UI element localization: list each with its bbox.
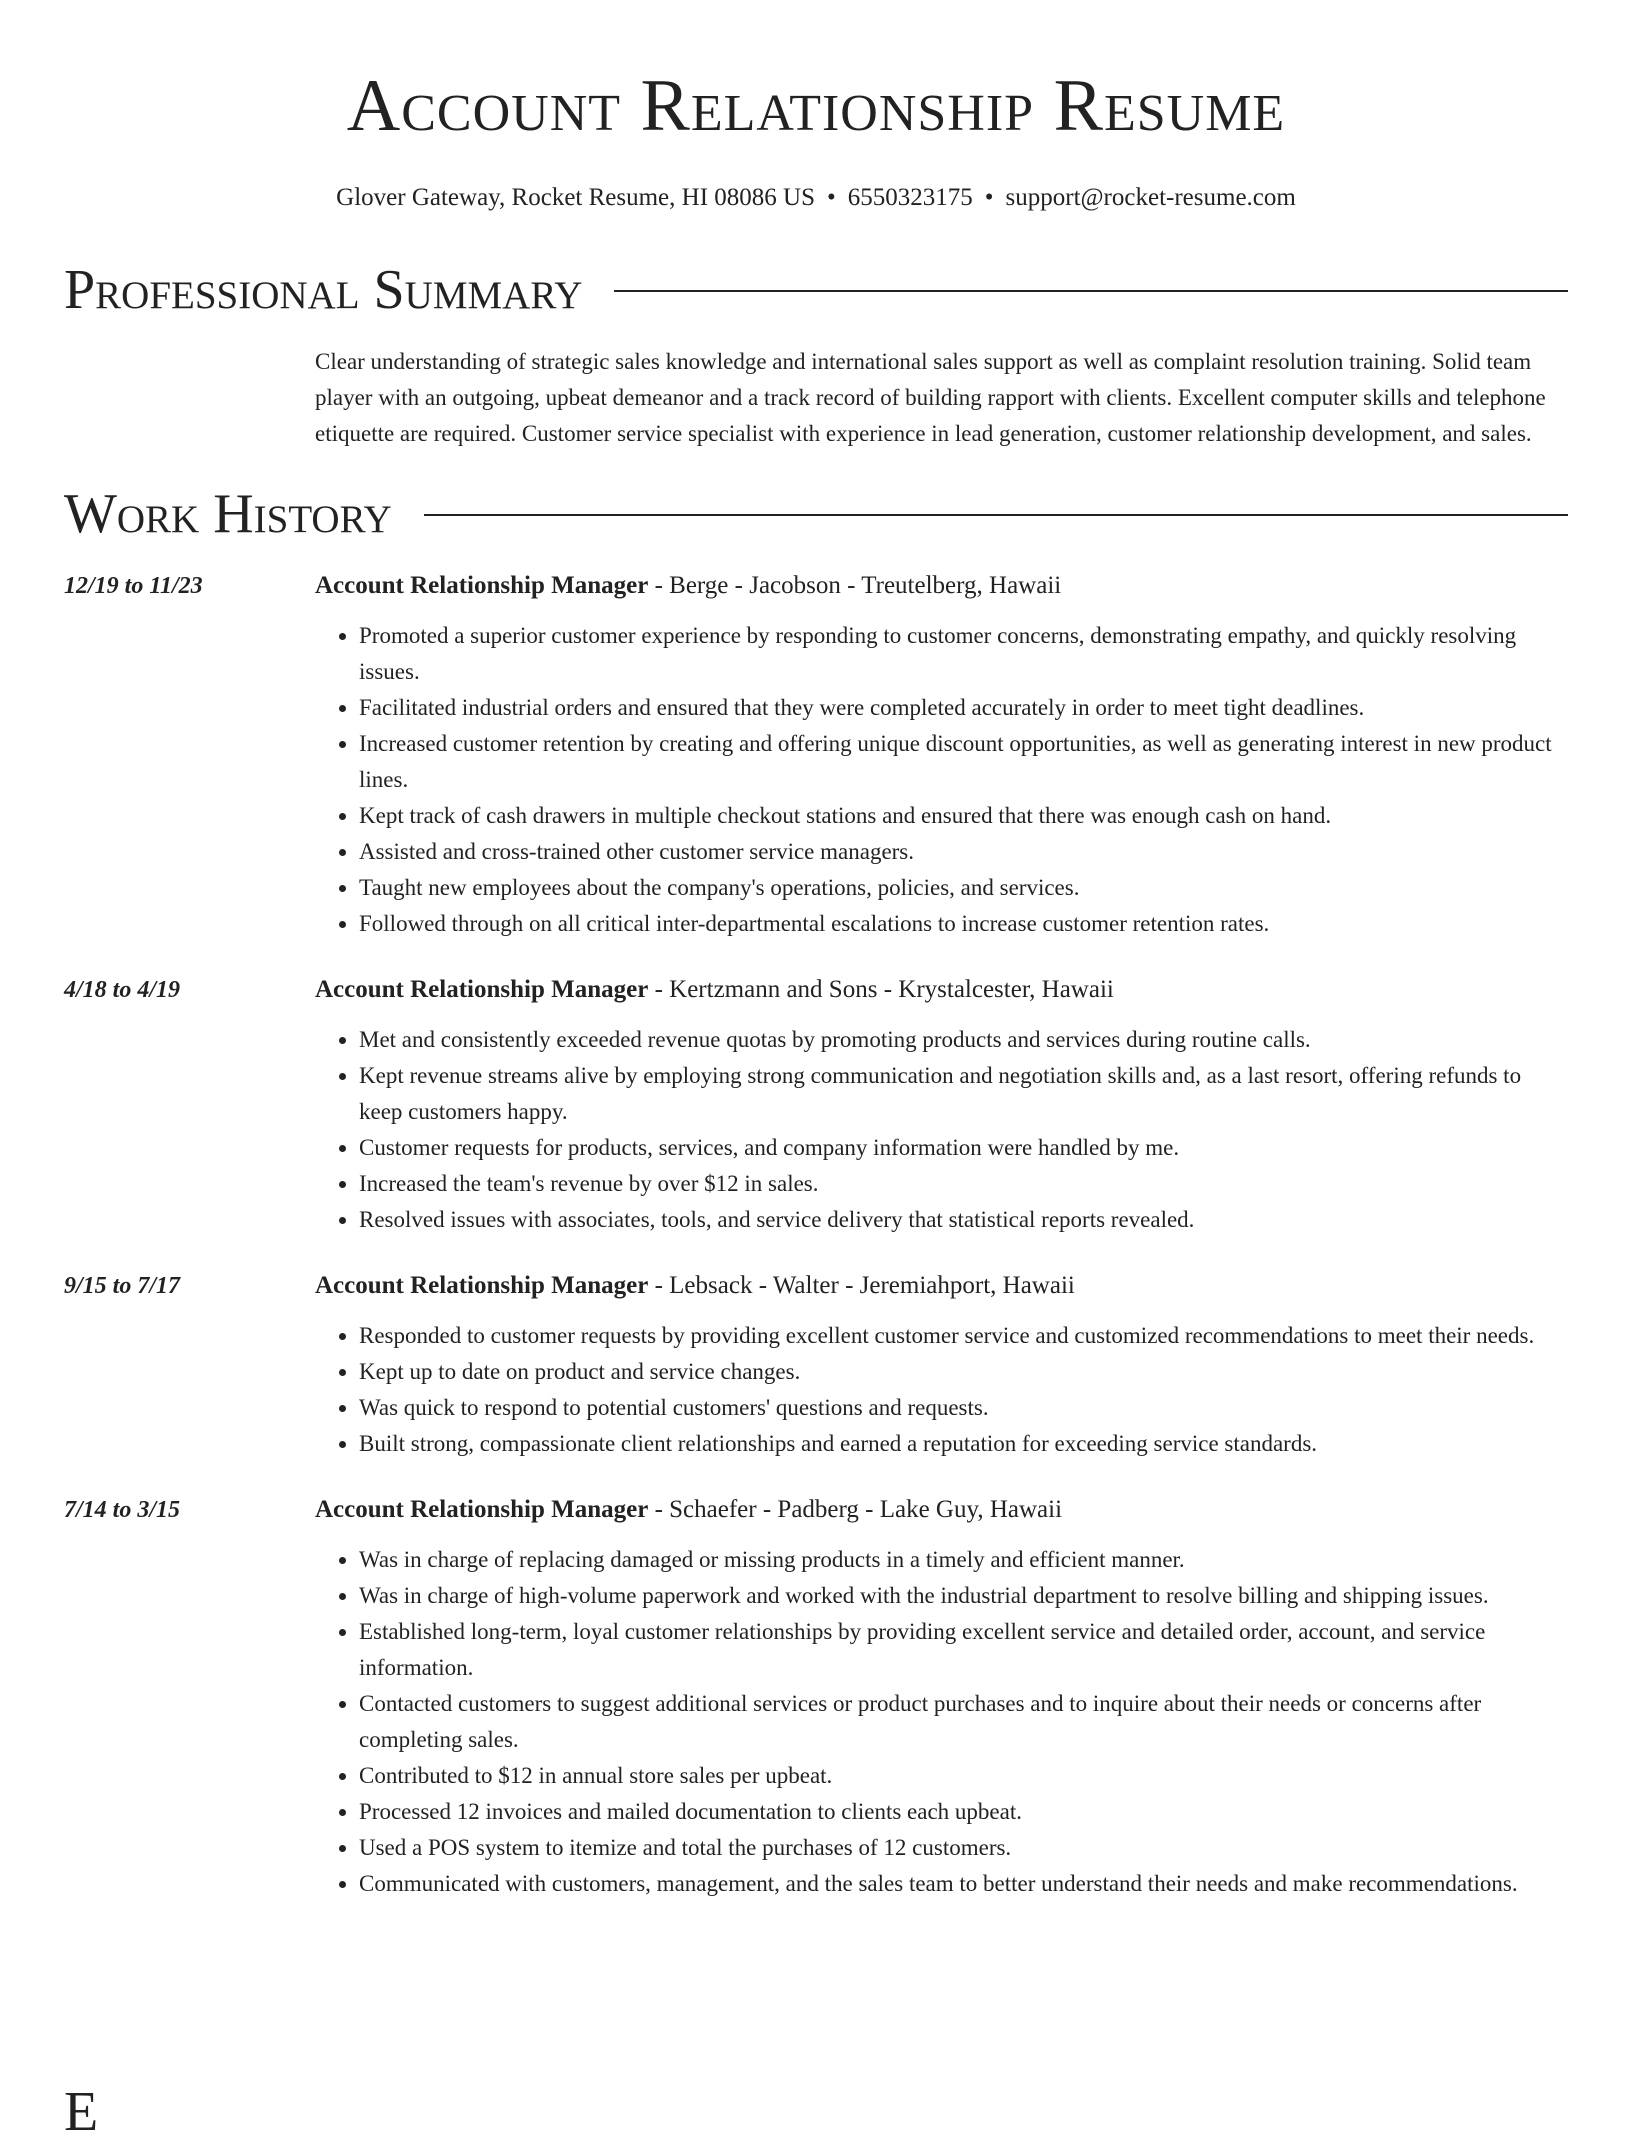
job-bullet: • Was in charge of replacing damaged or missing products in a timely and efficient manner. [359,1542,1568,1578]
job-bullet: • Used a POS system to itemize and total the purchases of 12 customers. [359,1830,1568,1866]
job-heading [315,568,1568,604]
job-bullet: • Responded to customer requests by providing excellent customer service and customized recommendations to meet their needs. [359,1318,1568,1354]
resume-title: Account Relationship Resume [346,65,1286,147]
job-body [315,1492,1568,1902]
job-bullet: • Was in charge of high-volume paperwork and worked with the industrial department to resolve billing and shipping issues. [359,1578,1568,1614]
job-bullet: • Contributed to $12 in annual store sales per upbeat. [359,1758,1568,1794]
job-company-location: - Kertzmann and Sons - Krystalcester, Hawaii [648,976,1114,1003]
job-bullet: • Increased the team's revenue by over $12 in sales. [359,1166,1568,1202]
job-bullet-list [315,1022,1568,1238]
summary-section-header [64,258,1568,322]
job-title: Account Relationship Manager [315,976,649,1003]
job-entry [64,972,1568,1238]
job-heading [315,972,1568,1008]
job-bullet: • Communicated with customers, management, and the sales team to better understand their needs and make recommendations. [359,1866,1568,1902]
phone: 6550323175 [847,184,973,211]
job-bullet: • Met and consistently exceeded revenue quotas by promoting products and services during routine calls. [359,1022,1568,1058]
job-title: Account Relationship Manager [315,1496,649,1523]
job-bullet: • Assisted and cross-trained other customer service managers. [359,834,1568,870]
job-bullet: • Contacted customers to suggest additional services or product purchases and to inquire about their needs or concerns after completing sales. [359,1686,1568,1758]
job-heading [315,1268,1568,1304]
job-bullet: • Kept revenue streams alive by employing strong communication and negotiation skills and, as a last resort, offering refunds to keep customers happy. [359,1058,1568,1130]
job-bullet: • Promoted a superior customer experience by responding to customer concerns, demonstrating empathy, and quickly resolving issues. [359,618,1568,690]
work-history-heading: Work History [64,483,392,545]
job-body [315,1268,1568,1462]
resume-page [64,0,1568,1902]
job-bullet: • Followed through on all critical inter-departmental escalations to increase customer retention rates. [359,906,1568,942]
section-divider [424,514,1568,516]
job-body [315,972,1568,1238]
separator-dot: • [827,184,836,211]
separator-dot: • [984,184,994,211]
job-bullet: • Kept track of cash drawers in multiple checkout stations and ensured that there was enough cash on hand. [359,798,1568,834]
job-dates: 4/18 to 4/19 [64,977,181,1003]
work-history-section-header [64,482,1568,546]
email: support@rocket-resume.com [1005,184,1296,211]
job-dates: 12/19 to 11/23 [64,573,203,599]
job-heading [315,1492,1568,1528]
job-company-location: - Berge - Jacobson - Treutelberg, Hawaii [648,572,1062,599]
job-bullet: • Increased customer retention by creating and offering unique discount opportunities, as well as generating interest in new product lines. [359,726,1568,798]
summary-text: Clear understanding of strategic sales knowledge and international sales support as well as complaint resolution training. Solid team player with an outgoing, upbeat demeanor and a track record of building rapport with clients. Excellent computer skills and telephone etiquette are required. Customer service specialist with experience in lead generation, customer relationship development, and sales. [315,349,1546,446]
job-dates: 9/15 to 7/17 [64,1273,181,1299]
job-entry [64,568,1568,942]
job-bullet: • Resolved issues with associates, tools, and service delivery that statistical reports revealed. [359,1202,1568,1238]
job-bullet-list [315,1318,1568,1462]
section-divider [614,290,1568,292]
job-bullet: • Customer requests for products, services, and company information were handled by me. [359,1130,1568,1166]
job-title: Account Relationship Manager [315,572,649,599]
job-bullet-list [315,618,1568,942]
job-bullet: • Established long-term, loyal customer relationships by providing excellent service and detailed order, account, and service information. [359,1614,1568,1686]
job-title: Account Relationship Manager [315,1272,649,1299]
next-section-heading-partial: E [64,2081,99,2143]
summary-heading: Professional Summary [64,259,583,321]
job-company-location: - Lebsack - Walter - Jeremiahport, Hawaii [648,1272,1075,1299]
job-dates: 7/14 to 3/15 [64,1497,181,1523]
job-bullet: • Kept up to date on product and service changes. [359,1354,1568,1390]
address: Glover Gateway, Rocket Resume, HI 08086 US [336,184,815,211]
work-history-list [64,568,1568,1902]
job-entry [64,1492,1568,1902]
job-entry [64,1268,1568,1462]
job-body [315,568,1568,942]
job-bullet: • Taught new employees about the company's operations, policies, and services. [359,870,1568,906]
contact-line [64,182,1568,214]
job-bullet: • Built strong, compassionate client relationships and earned a reputation for exceeding service standards. [359,1426,1568,1462]
job-bullet: • Facilitated industrial orders and ensured that they were completed accurately in order to meet tight deadlines. [359,690,1568,726]
job-bullet-list [315,1542,1568,1902]
job-company-location: - Schaefer - Padberg - Lake Guy, Hawaii [648,1496,1063,1523]
job-bullet: • Processed 12 invoices and mailed documentation to clients each upbeat. [359,1794,1568,1830]
job-bullet: • Was quick to respond to potential customers' questions and requests. [359,1390,1568,1426]
